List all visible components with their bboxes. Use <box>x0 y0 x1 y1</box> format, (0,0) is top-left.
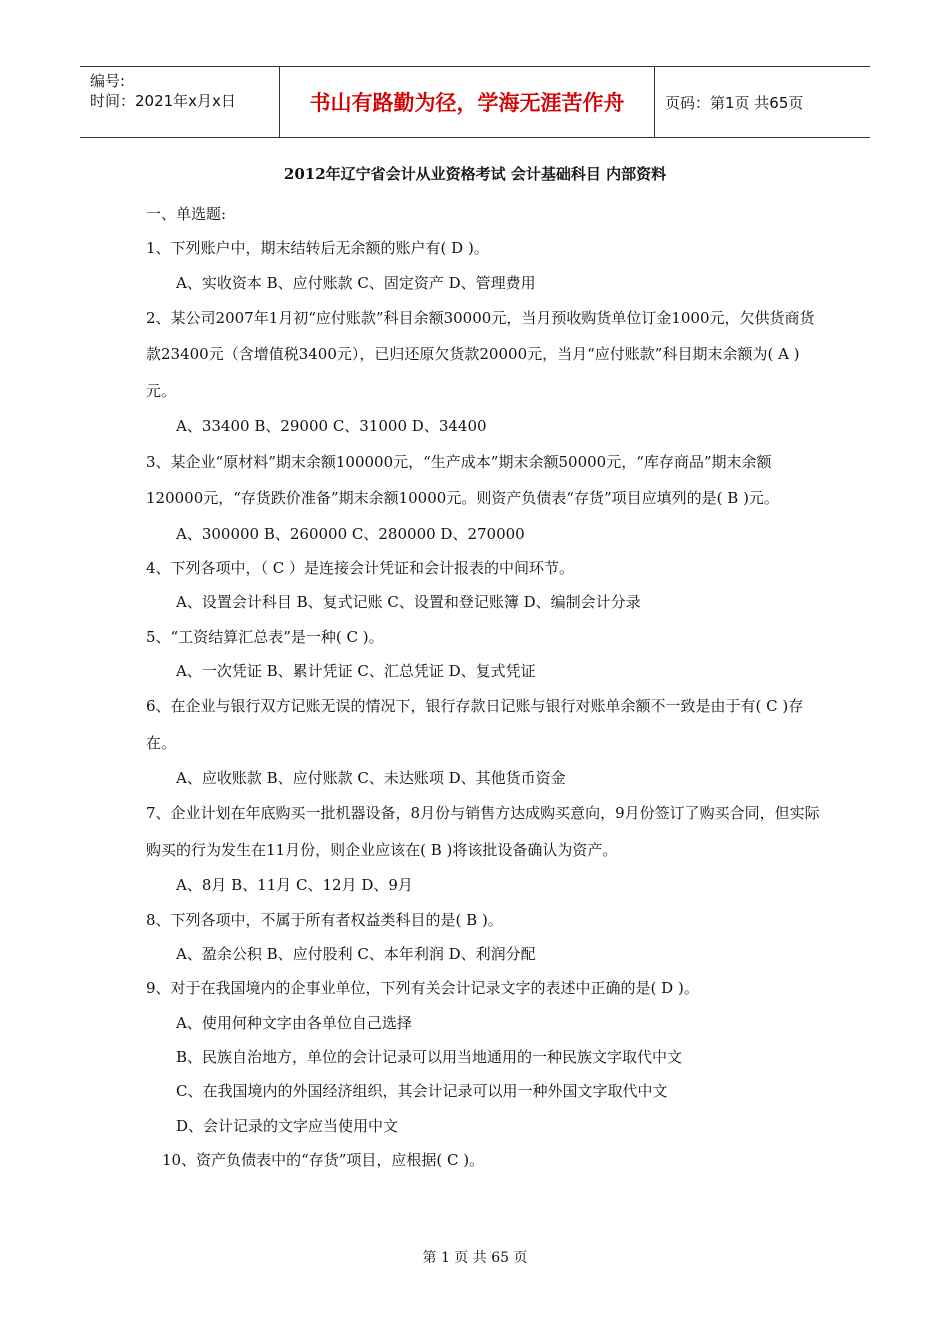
number-label: 编号: <box>90 72 126 90</box>
question-9-option-d: D、会计记录的文字应当使用中文 <box>176 1116 399 1135</box>
question-4-options: A、设置会计科目 B、复式记账 C、设置和登记账簿 D、编制会计分录 <box>176 593 641 612</box>
question-1-options: A、实收资本 B、应付账款 C、固定资产 D、管理费用 <box>176 273 536 292</box>
question-2-options: A、33400 B、29000 C、31000 D、34400 <box>176 417 487 436</box>
question-7-options: A、8月 B、11月 C、12月 D、9月 <box>176 876 413 895</box>
question-10-stem: 10、资产负债表中的“存货”项目，应根据( C )。 <box>162 1150 485 1169</box>
question-9-stem: 9、对于在我国境内的企事业单位，下列有关会计记录文字的表述中正确的是( D )。 <box>146 979 699 998</box>
question-5-options: A、一次凭证 B、累计凭证 C、汇总凭证 D、复式凭证 <box>176 661 536 680</box>
page-header <box>80 66 870 138</box>
time-label: 时间：2021年x月x日 <box>90 92 236 110</box>
question-3-options: A、300000 B、260000 C、280000 D、270000 <box>176 524 525 543</box>
document-title: 2012年辽宁省会计从业资格考试 会计基础科目 内部资料 <box>283 165 667 183</box>
question-9-option-b: B、民族自治地方，单位的会计记录可以用当地通用的一种民族文字取代中文 <box>176 1047 683 1066</box>
header-page-label: 页码：第1页 共65页 <box>665 93 804 112</box>
question-8-stem: 8、下列各项中，不属于所有者权益类科目的是( B )。 <box>146 910 503 929</box>
question-7-stem: 7、企业计划在年底购买一批机器设备，8月份与销售方达成购买意向，9月份签订了购买合同，但实际购买的行为发生在11月份，则企业应该在( B )将该批设备确认为资产。 <box>146 804 820 859</box>
header-motto: 书山有路勤为径，学海无涯苦作舟 <box>280 67 655 137</box>
page-footer: 第 1 页 共 65 页 <box>422 1250 528 1266</box>
question-3-stem: 3、某企业“原材料”期末余额100000元，“生产成本”期末余额50000元，“库存商品”期末余额120000元，“存货跌价准备”期末余额10000元。则资产负债表“存货”项目应填列的是( B )元。 <box>146 452 779 508</box>
question-6-options: A、应收账款 B、应付账款 C、未达账项 D、其他货币资金 <box>176 769 566 788</box>
document-body <box>146 197 826 1177</box>
question-4-stem: 4、下列各项中，（ C ）是连接会计凭证和会计报表的中间环节。 <box>146 558 575 577</box>
header-meta <box>80 67 280 137</box>
question-9-option-a: A、使用何种文字由各单位自己选择 <box>176 1013 412 1032</box>
question-9-option-c: C、在我国境内的外国经济组织，其会计记录可以用一种外国文字取代中文 <box>176 1082 668 1101</box>
question-2-stem: 2、某公司2007年1月初“应付账款”科目余额30000元，当月预收购货单位订金1000元，欠供货商货款23400元（含增值税3400元），已归还原欠货款20000元，当月“应付账款”科目期末余额为( A )元。 <box>146 308 815 400</box>
question-8-options: A、盈余公积 B、应付股利 C、本年利润 D、利润分配 <box>176 945 536 964</box>
section-heading: 一、单选题: <box>146 205 227 223</box>
question-1-stem: 1、下列账户中，期末结转后无余额的账户有( D )。 <box>146 239 489 258</box>
question-5-stem: 5、“工资结算汇总表”是一种( C )。 <box>146 627 384 646</box>
question-6-stem: 6、在企业与银行双方记账无误的情况下，银行存款日记账与银行对账单余额不一致是由于有( C )存在。 <box>146 697 804 752</box>
